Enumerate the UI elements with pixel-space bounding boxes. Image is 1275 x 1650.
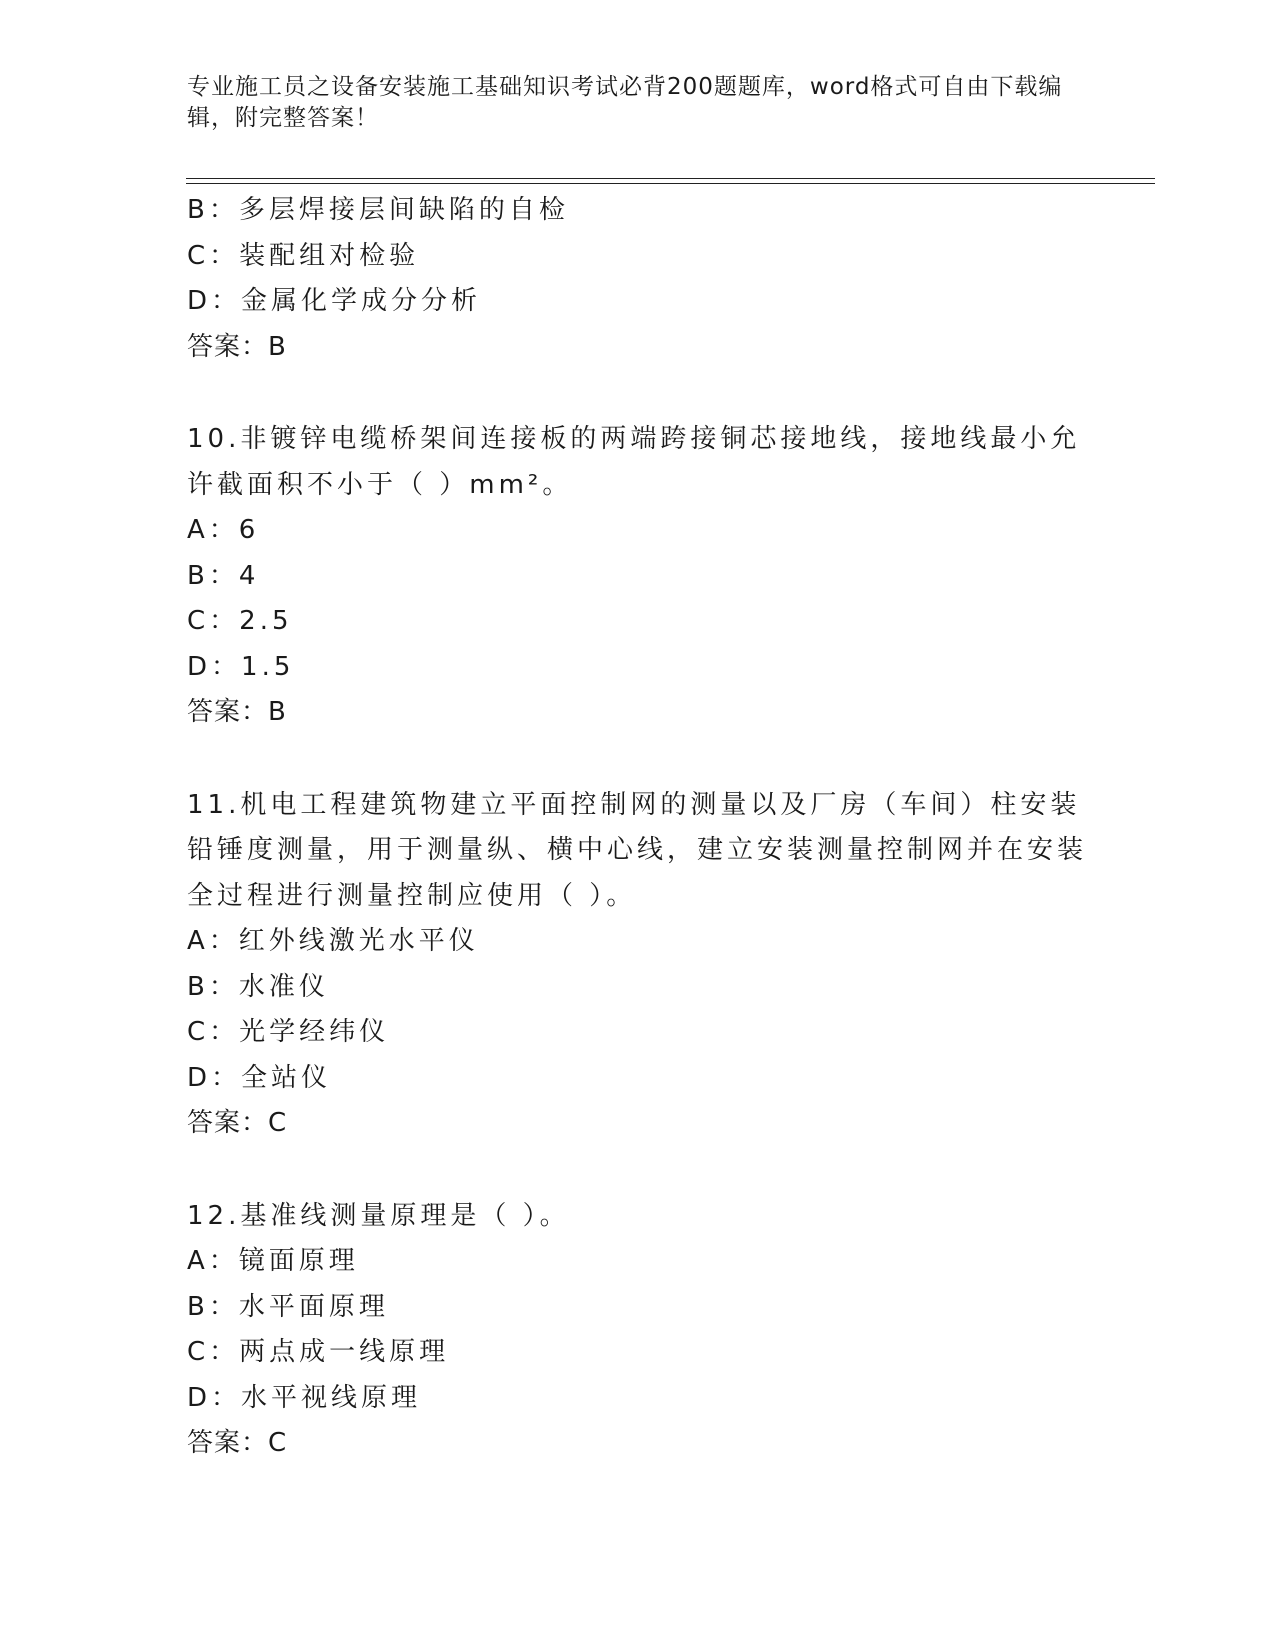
answer-line: 答案：B: [187, 697, 287, 727]
option-c: C：光学经纬仪: [187, 1017, 390, 1047]
question-text: 12.基准线测量原理是（ ）。: [187, 1200, 570, 1231]
question-text: 11.机电工程建筑物建立平面控制网的测量以及厂房（车间）柱安装铅锤度测量，用于测量纵、横中心线，建立安装测量控制网并在安装全过程进行测量控制应使用（ ）。: [187, 789, 1088, 911]
option-a: A：6: [187, 515, 260, 545]
option-b: B：多层焊接层间缺陷的自检: [187, 195, 569, 225]
option-c: C：两点成一线原理: [187, 1337, 450, 1367]
option-d: D：金属化学成分分析: [187, 286, 482, 316]
answer-line: 答案：B: [187, 331, 287, 362]
question-10: [187, 417, 1087, 736]
question-partial: [187, 188, 1087, 370]
option-b: B：水平面原理: [187, 1291, 389, 1322]
option-a: A：镜面原理: [187, 1246, 359, 1276]
option-b: B：4: [187, 560, 260, 591]
question-text: 10.非镀锌电缆桥架间连接板的两端跨接铜芯接地线，接地线最小允许截面积不小于（ ）mm²。: [187, 424, 1081, 500]
option-d: D：水平视线原理: [187, 1382, 422, 1413]
option-b: B：水准仪: [187, 971, 329, 1002]
option-a: A：红外线激光水平仪: [187, 926, 479, 956]
option-c: C：2.5: [187, 606, 293, 636]
question-12: [187, 1194, 1087, 1467]
question-list: [187, 188, 1087, 1467]
option-d: D：1.5: [187, 651, 295, 682]
header-divider-bottom: [186, 183, 1155, 184]
option-d: D：全站仪: [187, 1062, 332, 1093]
answer-line: 答案：C: [187, 1428, 288, 1458]
answer-line: 答案：C: [187, 1108, 288, 1138]
option-c: C：装配组对检验: [187, 240, 420, 271]
document-intro: 专业施工员之设备安装施工基础知识考试必背200题题库，word格式可自由下载编辑，附完整答案！: [187, 74, 1063, 131]
header-divider-top: [186, 178, 1155, 179]
question-11: [187, 783, 1087, 1147]
